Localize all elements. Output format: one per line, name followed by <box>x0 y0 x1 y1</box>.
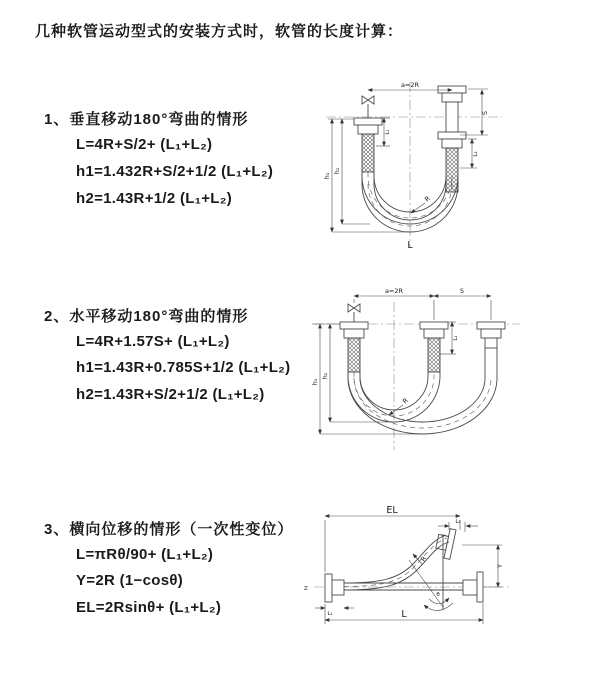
radius-label: R <box>419 554 429 564</box>
section-3-formula-l: L=πRθ/90+ (L₁+L₂) <box>76 546 214 563</box>
dim-label-y: Y <box>496 564 504 568</box>
dimension-lines <box>315 516 502 624</box>
radius-label: R <box>401 396 410 406</box>
dim-label-a2r: a=2R <box>384 287 404 295</box>
dim-label-l2: L₂ <box>455 519 461 525</box>
dimension-lines <box>312 296 491 434</box>
dim-label-el: EL <box>386 505 398 516</box>
dim-label-h2: h₂ <box>321 372 329 380</box>
dim-label-s: S <box>459 287 465 295</box>
section-1-formula-l: L=4R+S/2+ (L₁+L₂) <box>76 136 213 153</box>
hose-and-flanges <box>325 527 483 610</box>
section-1-formula-h2: h2=1.43R+1/2 (L₁+L₂) <box>76 190 233 207</box>
dim-label-l1: L₁ <box>453 335 459 341</box>
length-label: L <box>407 240 413 251</box>
section-2-formula-h1: h1=1.43R+0.785S+1/2 (L₁+L₂) <box>76 359 291 376</box>
diagram-vertical-180-bend <box>312 76 600 252</box>
dim-label-h2: h₂ <box>333 167 341 175</box>
radius-label: R <box>423 194 432 204</box>
valve-icon <box>362 96 374 104</box>
hose-centerline-displaced <box>344 538 447 587</box>
dim-label-h1: h₁ <box>311 378 319 386</box>
section-1-formula-h1: h1=1.432R+S/2+1/2 (L₁+L₂) <box>76 163 274 180</box>
section-1-heading: 1、垂直移动180°弯曲的情形 <box>44 111 249 128</box>
diagram-lateral-displacement <box>300 502 600 652</box>
section-3-heading: 3、横向位移的情形（一次性变位） <box>44 521 294 538</box>
centerlines <box>326 82 502 248</box>
hose-centerlines <box>354 372 491 428</box>
page-title: 几种软管运动型式的安装方式时，软管的长度计算： <box>35 23 404 40</box>
dim-label-h1: h₁ <box>323 172 331 180</box>
dim-label-l2: L₂ <box>473 151 479 157</box>
dim-label-l1: L₁ <box>327 611 333 617</box>
dim-label-a2r: a=2R <box>400 81 420 89</box>
centerline-mark: Z <box>304 586 308 592</box>
length-label: L <box>401 609 407 620</box>
dim-label-l1: L₁ <box>385 129 391 135</box>
valve-icon <box>348 304 360 312</box>
dim-label-s: S <box>481 110 489 116</box>
section-2-formula-l: L=4R+1.57S+ (L₁+L₂) <box>76 333 230 350</box>
diagram-horizontal-180-bend <box>306 284 598 454</box>
section-2-formula-h2: h2=1.43R+S/2+1/2 (L₁+L₂) <box>76 386 265 403</box>
angle-label-theta: θ <box>436 592 440 598</box>
section-2-heading: 2、水平移动180°弯曲的情形 <box>44 308 249 325</box>
hose-and-fittings <box>340 304 505 434</box>
section-3-formula-el: EL=2Rsinθ+ (L₁+L₂) <box>76 599 222 616</box>
dimension-lines <box>328 89 488 232</box>
section-3-formula-y: Y=2R (1−cosθ) <box>76 572 184 589</box>
